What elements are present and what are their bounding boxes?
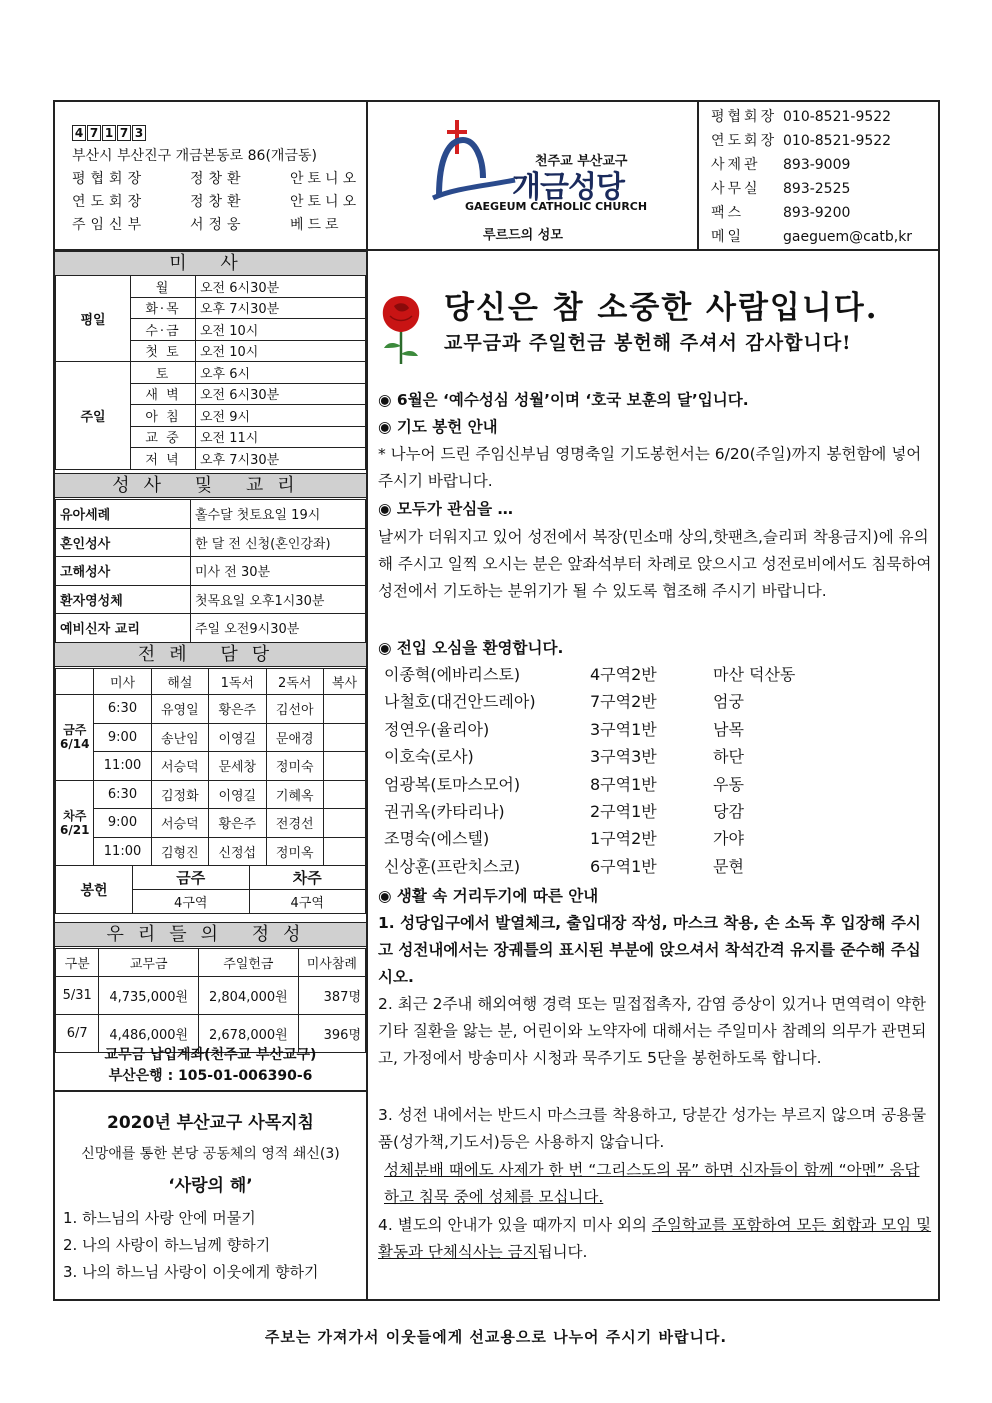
table-row: 4구역 4구역 bbox=[56, 890, 366, 914]
table-row: 9:00 송난임 이영길 문애경 bbox=[56, 723, 366, 752]
distancing-item-1: 1. 성당입구에서 발열체크, 출입대장 작성, 마스크 착용, 손 소독 후 입장해 주시고 성전내에서는 장궤틀의 표시된 부분에 앉으셔서 착석간격 유지를 준수해 주십시오. bbox=[378, 914, 921, 986]
table-row: 유아세례 홀수달 첫토요일 19시 bbox=[56, 500, 366, 529]
prayer-heading: ◉ 기도 봉헌 안내 bbox=[378, 418, 498, 436]
contact-row: 연도회장 010-8521-9522 bbox=[711, 133, 892, 149]
contact-row: 사제관 893-9009 bbox=[711, 157, 851, 173]
distancing-item-2: 2. 최근 2주내 해외여행 경력 또는 밀접접촉자, 감염 증상이 있거나 면역력이 약한 기타 질환을 앓는 분, 어린이와 노약자에 대해서는 주일미사 참례의 의무가 관면되고, 가정에서 방송미사 시청과 묵주기도 5단을 봉헌하도록 합니다. bbox=[378, 995, 927, 1067]
account-info: 교무금 납입계좌(천주교 부산교구) 부산은행 : 105-01-006390-6 bbox=[104, 1047, 317, 1084]
distancing-item-3: 3. 성전 내에서는 반드시 마스크를 착용하고, 당분간 성가는 부르지 않으며 공용물품(성가책,기도서)등은 사용하지 않습니다. bbox=[378, 1106, 927, 1151]
contact-row: 사무실 893-2525 bbox=[711, 181, 851, 197]
contact-row: 평협회장 010-8521-9522 bbox=[711, 109, 892, 125]
mass-schedule-table bbox=[55, 275, 366, 470]
logo-subtitle: 루르드의 성모 bbox=[483, 228, 563, 243]
table-row: 11:00 서승덕 문세창 정미숙 bbox=[56, 752, 366, 781]
sacraments-heading: 성사 및 교리 bbox=[55, 473, 366, 498]
table-row: 6/7 4,486,000원 2,678,000원 396명 bbox=[56, 1015, 366, 1053]
table-row: 금주 6/14 6:30 유영일 황은주 김선아 bbox=[56, 695, 366, 724]
officer-row: 평협회장 정창환 안토니오 bbox=[72, 171, 361, 187]
main-title: 당신은 참 소중한 사람입니다. bbox=[444, 290, 879, 326]
distancing-item-3-note: 성체분배 때에도 사제가 한 번 “그리스도의 몸” 하면 신자들이 함께 “아멘” 응답하고 침묵 중에 성체를 모십니다. bbox=[384, 1161, 920, 1206]
pastoral-title: 2020년 부산교구 사목지침 bbox=[107, 1113, 314, 1133]
offerings-heading: 우리들의 정성 bbox=[55, 922, 366, 947]
distancing-item-4: 4. 별도의 안내가 있을 때까지 미사 외의 주일학교를 포함하여 모든 회합과 모임 및 활동과 단체식사는 금지됩니다. bbox=[378, 1216, 932, 1261]
sacraments-table bbox=[55, 499, 366, 643]
address-text: 부산시 부산진구 개금본동로 86(개금동) bbox=[72, 148, 317, 164]
pastoral-guideline bbox=[55, 1108, 366, 1196]
pastoral-theme: ‘사랑의 해’ bbox=[168, 1176, 253, 1196]
distancing-heading: ◉ 생활 속 거리두기에 따른 안내 bbox=[378, 887, 599, 905]
sunday-label: 주일 bbox=[56, 362, 131, 470]
contact-row: 팩스 893-9200 bbox=[711, 205, 851, 221]
table-header-row: 미사 해설 1독서 2독서 복사 bbox=[56, 669, 366, 695]
list-item: 이종혁(에바리스토) 4구역2반 마산 덕산동 bbox=[384, 665, 796, 684]
notice-june: ◉ 6월은 ‘예수성심 성월’이며 ‘호국 보훈의 달’입니다. bbox=[378, 391, 749, 409]
list-item: 3. 나의 하느님 사랑이 이웃에게 향하기 bbox=[63, 1263, 319, 1281]
rose-icon bbox=[372, 288, 430, 366]
main-subtitle: 교무금과 주일헌금 봉헌해 주셔서 감사합니다! bbox=[444, 332, 852, 354]
officer-row: 연도회장 정창환 안토니오 bbox=[72, 194, 361, 210]
table-row: 화·목 오후 7시30분 bbox=[56, 297, 366, 319]
logo-wave bbox=[433, 180, 515, 198]
table-row: 봉헌 금주 차주 bbox=[56, 866, 366, 890]
table-row: 교 중 오전 11시 bbox=[56, 426, 366, 448]
church-address-block bbox=[72, 122, 362, 237]
list-item: 1. 하느님의 사랑 안에 머물기 bbox=[63, 1209, 256, 1227]
table-row: 첫 토 오전 10시 bbox=[56, 340, 366, 362]
list-item: 신상훈(프란치스코) 6구역1반 문현 bbox=[384, 856, 744, 876]
table-row: 새 벽 오전 6시30분 bbox=[56, 383, 366, 405]
welcome-heading: ◉ 전입 오심을 환영합니다. bbox=[378, 639, 564, 657]
group-label: 금주 6/14 bbox=[56, 695, 94, 781]
table-row: 5/31 4,735,000원 2,804,000원 387명 bbox=[56, 977, 366, 1015]
logo-church-name: 개금성당 bbox=[512, 170, 624, 205]
list-item: 정연우(율리아) 3구역1반 남목 bbox=[384, 719, 744, 739]
table-row: 예비신자 교리 주일 오전9시30분 bbox=[56, 614, 366, 643]
pastoral-subtitle: 신망애를 통한 본당 공동체의 영적 쇄신(3) bbox=[81, 1146, 340, 1162]
list-item: 엄광복(토마스모어) 8구역1반 우동 bbox=[384, 774, 744, 794]
list-item: 나철호(대건안드레아) 7구역2반 엄궁 bbox=[384, 692, 744, 712]
liturgy-heading: 전례 담당 bbox=[55, 642, 366, 667]
column-divider bbox=[366, 100, 368, 1301]
welcome-list bbox=[384, 661, 795, 880]
table-row: 수·금 오전 10시 bbox=[56, 319, 366, 341]
zip-code: 4 7 1 7 3 bbox=[72, 125, 146, 141]
contact-row: 메일 gaeguem@catb,kr bbox=[711, 229, 913, 245]
table-row: 고해성사 미사 전 30분 bbox=[56, 557, 366, 586]
list-item: 권귀옥(카타리나) 2구역1반 당감 bbox=[384, 802, 744, 822]
table-row: 평일 월 오전 6시30분 bbox=[56, 276, 366, 298]
logo-english: GAEGEUM CATHOLIC CHURCH bbox=[465, 200, 648, 213]
list-item: 2. 나의 사랑이 하느님께 향하기 bbox=[63, 1236, 271, 1254]
liturgy-table bbox=[55, 668, 366, 866]
offerings-table bbox=[55, 948, 366, 1053]
mass-heading: 미 사 bbox=[55, 251, 366, 276]
table-header-row: 구분 교무금 주일헌금 미사참례 bbox=[56, 949, 366, 977]
divider bbox=[55, 1090, 366, 1092]
table-row: 저 녁 오후 7시30분 bbox=[56, 448, 366, 470]
list-item: 이호숙(로사) 3구역3반 하단 bbox=[384, 747, 744, 767]
prayer-body: * 나누어 드린 주임신부님 영명축일 기도봉헌서는 6/20(주일)까지 봉헌함에 넣어주시기 바랍니다. bbox=[378, 445, 922, 490]
table-row: 주일 토 오후 6시 bbox=[56, 362, 366, 384]
table-row: 차주 6/21 6:30 김정화 이영길 기혜옥 bbox=[56, 780, 366, 809]
logo-diocese: 천주교 부산교구 bbox=[535, 154, 628, 169]
group-label: 차주 6/21 bbox=[56, 780, 94, 866]
table-row: 9:00 서승덕 황은주 전경선 bbox=[56, 809, 366, 838]
attention-heading: ◉ 모두가 관심을 … bbox=[378, 500, 514, 518]
table-row: 환자영성체 첫목요일 오후1시30분 bbox=[56, 585, 366, 614]
contact-list bbox=[711, 105, 912, 249]
table-row: 혼인성사 한 달 전 신청(혼인강좌) bbox=[56, 528, 366, 557]
weekday-label: 평일 bbox=[56, 276, 131, 362]
table-row: 아 침 오전 9시 bbox=[56, 405, 366, 427]
table-row: 11:00 김형진 신정섭 정미옥 bbox=[56, 837, 366, 866]
officer-row: 주임신부 서정웅 베드로 bbox=[72, 217, 343, 233]
list-item: 조명숙(에스텔) 1구역2반 가야 bbox=[384, 829, 744, 849]
footer-note: 주보는 가져가서 이웃들에게 선교용으로 나누어 주시기 바랍니다. bbox=[264, 1328, 728, 1346]
offertory-duty-table bbox=[55, 865, 366, 914]
attention-body: 날씨가 더워지고 있어 성전에서 복장(민소매 상의,핫팬츠,슬리퍼 착용금지)에 유의해 주시고 일찍 오시는 분은 앞좌석부터 차례로 앉으시고 성전로비에서도 침묵하여 성전에서 기도하는 분위기가 될 수 있도록 협조해 주시기 바랍니다. bbox=[378, 528, 932, 600]
pastoral-list bbox=[63, 1205, 319, 1286]
